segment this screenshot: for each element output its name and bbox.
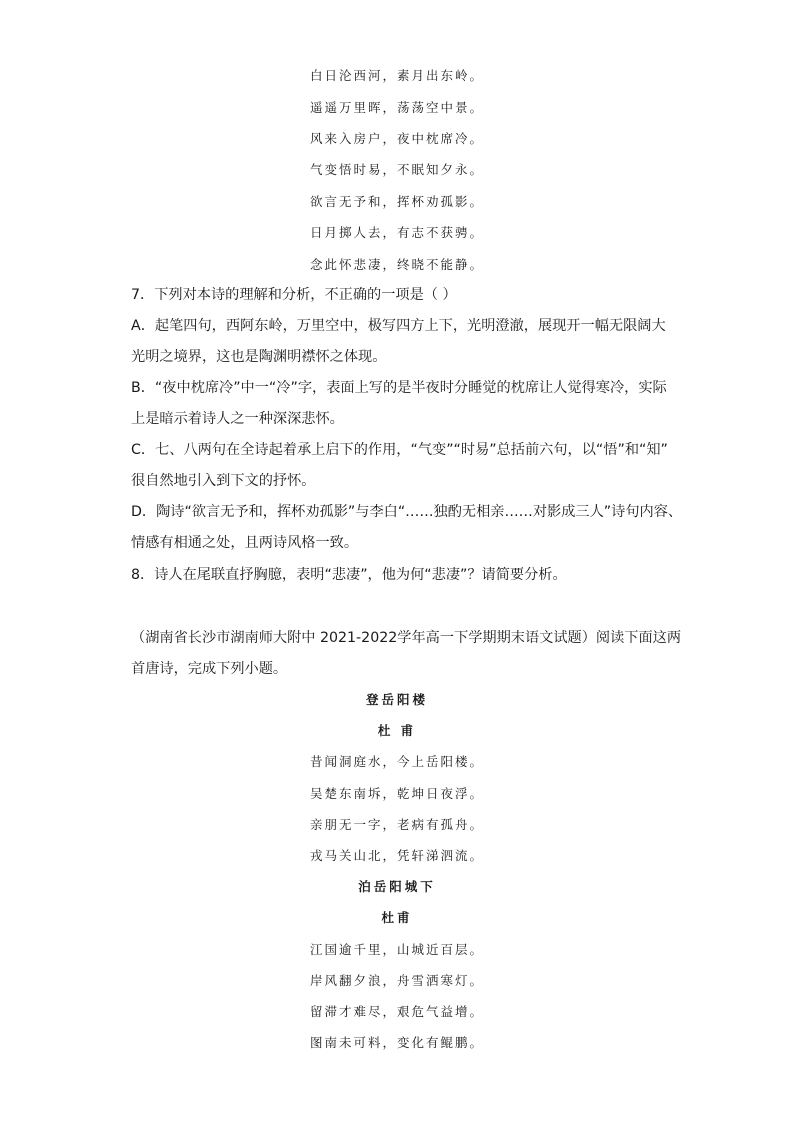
poem-line: 遥遥万里晖，荡荡空中景。 bbox=[309, 100, 484, 115]
poem-line: 亲朋无一字，老病有孤舟。 bbox=[309, 817, 484, 832]
poem-line: 岸风翻夕浪，舟雪洒寒灯。 bbox=[309, 973, 484, 988]
option-a-line-2: 光明之境界，这也是陶渊明襟怀之体现。 bbox=[131, 349, 387, 365]
poem-line: 昔闻洞庭水，今上岳阳楼。 bbox=[309, 754, 484, 769]
option-c-line-1: C．七、八两句在全诗起着承上启下的作用，“气变”“时易”总括前六句，以“悟”和“知” bbox=[131, 442, 668, 458]
intro-line-1: （湖南省长沙市湖南师大附中 2021-2022学年高一下学期期末语文试题）阅读下面这两 bbox=[131, 630, 682, 646]
option-a-line-1: A．起笔四句，西阿东岭，万里空中，极写四方上下，光明澄澈，展现开一幅无限阔大 bbox=[131, 318, 666, 334]
poem-line: 欲言无予和，挥杯劝孤影。 bbox=[309, 194, 484, 209]
poem-title: 泊岳阳城下 bbox=[358, 879, 436, 894]
option-b-line-2: 上是暗示着诗人之一种深深悲怀。 bbox=[131, 411, 344, 427]
poem-line: 戎马关山北，凭轩涕泗流。 bbox=[309, 848, 484, 863]
intro-line-2: 首唐诗，完成下列小题。 bbox=[131, 661, 288, 677]
poem-line: 日月掷人去，有志不获骋。 bbox=[309, 225, 484, 240]
option-d-line-2: 情感有相通之处，且两诗风格一致。 bbox=[131, 535, 359, 551]
poem-line: 留滞才难尽，艰危气益增。 bbox=[309, 1004, 484, 1019]
poem-line: 念此怀悲凄，终晓不能静。 bbox=[309, 257, 484, 272]
poem-author: 杜 甫 bbox=[377, 723, 417, 738]
poem-line: 白日沦西河，素月出东岭。 bbox=[309, 68, 484, 83]
poem-line: 风来入房户，夜中枕席冷。 bbox=[309, 131, 484, 146]
option-c-line-2: 很自然地引入到下文的抒怀。 bbox=[131, 473, 316, 489]
option-b-line-1: B．“夜中枕席冷”中一“冷”字，表面上写的是半夜时分睡觉的枕席让人觉得寒冷，实际 bbox=[131, 380, 667, 396]
poem-line: 气变悟时易，不眠知夕永。 bbox=[309, 162, 484, 177]
poem-line: 吴楚东南坼，乾坤日夜浮。 bbox=[309, 786, 484, 801]
question-8-stem: 8．诗人在尾联直抒胸臆，表明“悲凄”，他为何“悲凄”？请简要分析。 bbox=[131, 567, 567, 583]
question-7-stem: 7．下列对本诗的理解和分析，不正确的一项是（ ） bbox=[131, 287, 457, 303]
poem-title: 登岳阳楼 bbox=[365, 692, 428, 707]
poem-line: 江国逾千里，山城近百层。 bbox=[309, 942, 484, 957]
poem-line: 图南未可料，变化有鲲鹏。 bbox=[309, 1035, 484, 1050]
poem-author: 杜甫 bbox=[381, 910, 413, 925]
option-d-line-1: D．陶诗“欲言无予和，挥杯劝孤影”与李白“……独酌无相亲……对影成三人”诗句内容、 bbox=[131, 504, 683, 520]
